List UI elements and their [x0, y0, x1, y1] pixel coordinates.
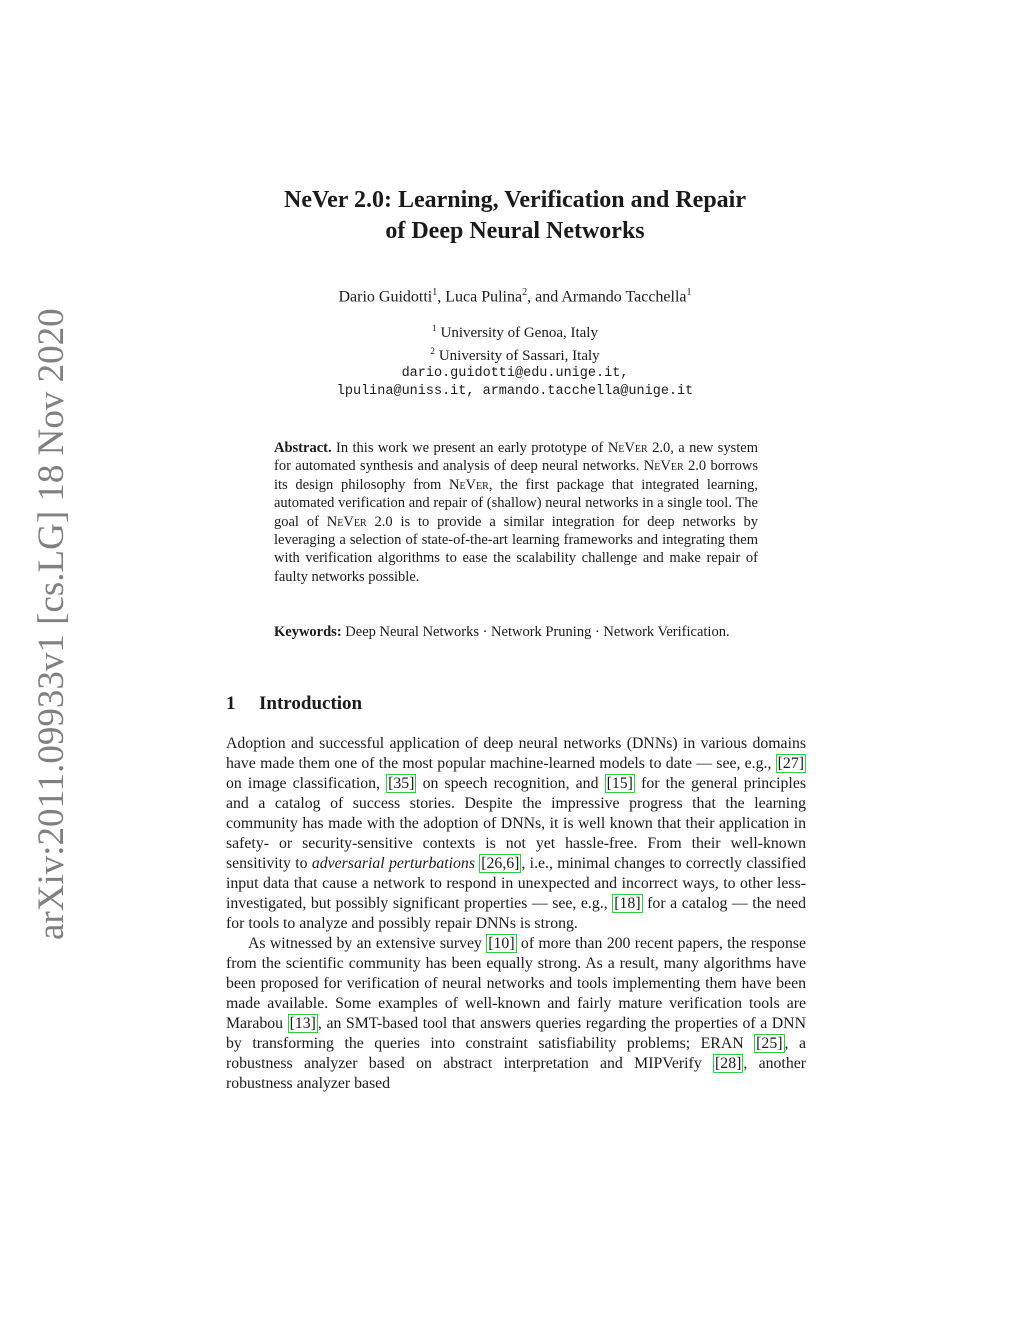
citation-link[interactable]: [26,6]: [481, 855, 520, 872]
citation-link[interactable]: [10]: [488, 935, 515, 952]
arxiv-identifier-stamp: arXiv:2011.09933v1 [cs.LG] 18 Nov 2020: [31, 308, 72, 940]
citation-link[interactable]: [15]: [606, 775, 633, 792]
email-line-1: dario.guidotti@edu.unige.it,: [401, 366, 629, 381]
tool-name: NeVer: [326, 513, 367, 530]
body-text: [226, 734, 806, 1094]
affiliation-2: $^2$ University of Sassari, Italy: [430, 346, 600, 364]
emphasis: adversarial perturbations: [311, 855, 475, 872]
citation-link[interactable]: [35]: [388, 775, 415, 792]
citation-link[interactable]: [18]: [614, 895, 641, 912]
abstract-label: Abstract.: [274, 440, 332, 456]
affiliation-marker: 2: [522, 287, 528, 298]
keywords-label: Keywords:: [274, 624, 342, 640]
title-line-1: NeVer 2.0: Learning, Verification and Repair: [284, 187, 746, 213]
affiliations: [180, 319, 850, 401]
tool-name: NeVer: [607, 440, 648, 456]
author-list: [180, 283, 850, 307]
citation-link[interactable]: [28]: [715, 1055, 742, 1072]
affiliation-marker: 1: [432, 287, 438, 298]
paper-title: [180, 185, 850, 247]
citation-link[interactable]: [25]: [756, 1035, 783, 1052]
tool-name: NeVer: [448, 476, 489, 493]
affiliation-marker: 1: [686, 287, 692, 298]
abstract: Abstract. In this work we present an early prototype of NeVer 2.0, a new system for automated synthesis and analysis of deep neural networks. NeVer 2.0 borrows its design philosophy from NeVer, the first package that integrated learning, automated verification and repair of (shallow) neural networks in a single tool. The goal of NeVer 2.0 is to provide a similar integration for deep networks by leveraging a selection of state-of-the-art learning frameworks and integrating them with verification algorithms to ease the scalability challenge and make repair of faulty networks possible.: [274, 440, 758, 585]
paragraph-2: As witnessed by an extensive survey [10] of more than 200 recent papers, the response from the scientific community has been equally strong. As a result, many algorithms have been proposed for verification of neural networks and tools implementing them have been made available. Some examples of well-known and fairly mature verification tools are Marabou [13] , an SMT-based tool that answers queries regarding the properties of a DNN by transforming the queries into constraint satisfiability problems; ERAN [25] , a robustness analyzer based on abstract interpretation and MIPVerify [28] , another robustness analyzer based: [226, 935, 807, 1092]
author-separator: ,: [437, 288, 446, 306]
title-line-2: of Deep Neural Networks: [385, 218, 645, 244]
section-title: Introduction: [259, 693, 363, 714]
citation-link[interactable]: [13]: [289, 1015, 316, 1032]
citation-link[interactable]: [27]: [777, 755, 804, 772]
author-name: Dario Guidotti: [338, 288, 433, 306]
section-number: 1: [226, 693, 236, 714]
author-name: Luca Pulina: [445, 288, 523, 306]
keywords: Keywords: Deep Neural Networks · Network Pruning · Network Verification.: [274, 624, 730, 640]
affiliation-1: $^1$ University of Genoa, Italy: [432, 323, 598, 341]
author-separator: , and: [527, 288, 562, 306]
tool-name: NeVer: [643, 458, 684, 475]
section-heading: [226, 692, 362, 716]
author-name: Armando Tacchella: [561, 288, 687, 306]
email-line-2: lpulina@uniss.it, armando.tacchella@unige.it: [336, 384, 694, 399]
paragraph-1: Adoption and successful application of deep neural networks (DNNs) in various domains have made them one of the most popular machine-learned models to date — see, e.g., [27] on image classification, [35] on speech recognition, and [15] for the general principles and a catalog of success stories. Despite the impressive progress that the learning community has made with the adoption of DNNs, it is well known that their application in safety- or security-sensitive contexts is not yet hassle-free. From their well-known sensitivity to adversarial perturbations [26,6] , i.e., minimal changes to correctly classified input data that cause a network to respond in unexpected and incorrect ways, to other less-investigated, but possibly significant properties — see, e.g., [18] for a catalog — the need for tools to analyze and possibly repair DNNs is strong.: [226, 735, 807, 932]
